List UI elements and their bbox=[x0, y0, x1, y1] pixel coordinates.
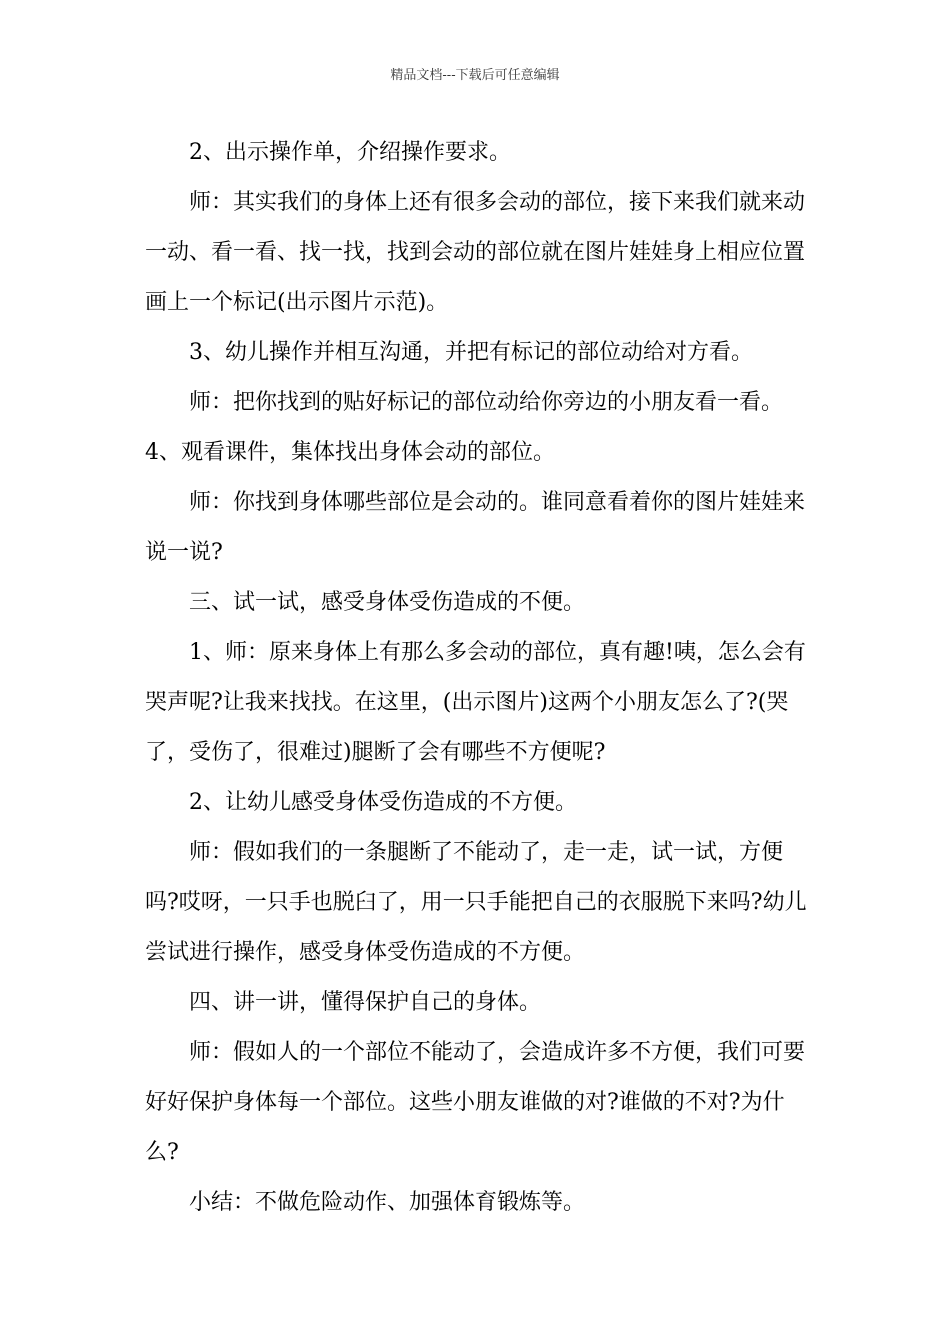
section-heading: 三、试一试，感受身体受伤造成的不便。 bbox=[189, 590, 586, 615]
paragraph: 师：假如我们的一条腿断了不能动了，走一走，试一试，方便吗?哎呀，一只手也脱臼了，用一只手能把自己的衣服脱下来吗?幼儿尝试进行操作，感受身体受伤造成的不方便。 bbox=[145, 840, 807, 965]
document-body bbox=[145, 128, 810, 1228]
paragraph: 师：你找到身体哪些部位是会动的。谁同意看着你的图片娃娃来说一说? bbox=[145, 490, 806, 565]
paragraph: 2、让幼儿感受身体受伤造成的不方便。 bbox=[189, 790, 577, 815]
section-heading: 四、讲一讲，懂得保护自己的身体。 bbox=[189, 990, 542, 1015]
paragraph: 师：其实我们的身体上还有很多会动的部位，接下来我们就来动一动、看一看、找一找，找到会动的部位就在图片娃娃身上相应位置画上一个标记(出示图片示范)。 bbox=[145, 190, 806, 315]
summary-paragraph: 小结：不做危险动作、加强体育锻炼等。 bbox=[189, 1190, 586, 1215]
page-header: 精品文档---下载后可任意编辑 bbox=[390, 68, 560, 83]
paragraph: 3、幼儿操作并相互沟通，并把有标记的部位动给对方看。 bbox=[189, 340, 753, 365]
paragraph: 师：假如人的一个部位不能动了，会造成许多不方便，我们可要好好保护身体每一个部位。这些小朋友谁做的对?谁做的不对?为什么? bbox=[145, 1040, 806, 1165]
paragraph: 1、师：原来身体上有那么多会动的部位，真有趣!咦，怎么会有哭声呢?让我来找找。在这里，(出示图片)这两个小朋友怎么了?(哭了，受伤了，很难过)腿断了会有哪些不方便呢? bbox=[145, 640, 806, 765]
paragraph: 师：把你找到的贴好标记的部位动给你旁边的小朋友看一看。 bbox=[189, 390, 784, 415]
paragraph: 2、出示操作单，介绍操作要求。 bbox=[189, 140, 511, 165]
paragraph: 4、观看课件，集体找出身体会动的部位。 bbox=[145, 440, 555, 465]
